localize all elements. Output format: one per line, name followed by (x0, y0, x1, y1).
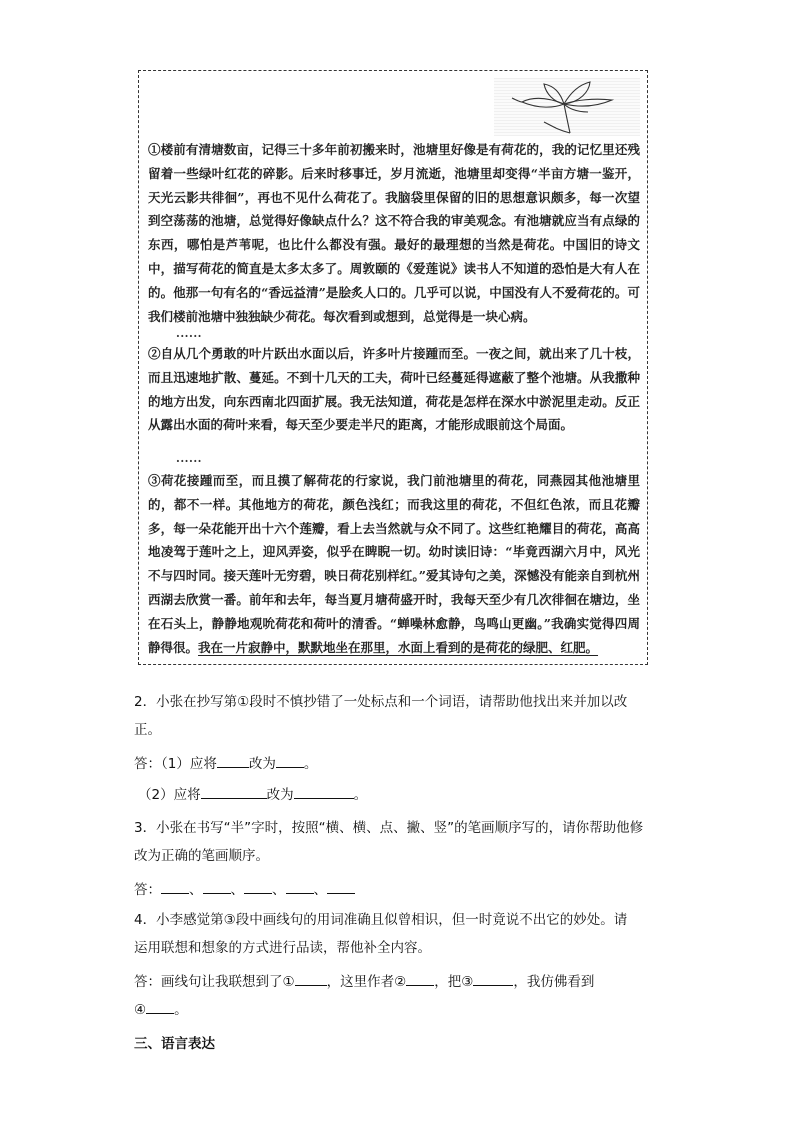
stroke-blank-3[interactable] (244, 879, 272, 894)
answer-prefix: （2）应将 (138, 787, 201, 803)
answer-blank-4[interactable] (146, 999, 174, 1014)
separator: 、 (313, 882, 327, 898)
answer-end: 。 (174, 1002, 188, 1018)
answer-blank-2[interactable] (406, 971, 434, 986)
answer-blank-3[interactable] (473, 971, 513, 986)
answer-connector: 改为 (266, 787, 294, 803)
stroke-blank-4[interactable] (286, 879, 314, 894)
passage-paragraph-1: ①楼前有清塘数亩，记得三十多年前初搬来时，池塘里好像是有荷花的，我的记忆里还残留着一些绿叶红花的碎影。后来时移事迁，岁月流逝，池塘里却变得“半亩方塘一鉴开，天光云影共徘徊”，再也不见什么荷花了。我脑袋里保留的旧的思想意识颇多，每一次望到空荡荡的池塘，总觉得好像缺点什么？这不符合我的审美观念。有池塘就应当有点绿的东西，哪怕是芦苇呢，也比什么都没有强。最好的最理想的当然是荷花。中国旧的诗文中，描写荷花的简直是太多太多了。周敦颐的《爱莲说》读书人不知道的恐怕是大有人在的。他那一句有名的“香远益清”是脍炙人口的。几乎可以说，中国没有人不爱荷花的。可我们楼前池塘中独独缺少荷花。每次看到或想到，总觉得是一块心病。 (148, 142, 640, 324)
question-3-line-2: 改为正确的笔画顺序。 (134, 848, 269, 864)
answer-end: 。 (303, 756, 318, 772)
question-4 (134, 906, 664, 962)
question-3 (134, 814, 664, 870)
separator: 、 (272, 882, 286, 898)
answer-connector: 改为 (248, 756, 276, 772)
answer-marker: ④ (134, 1002, 147, 1018)
separator: 、 (189, 882, 203, 898)
ellipsis-separator-2: ······ (176, 455, 202, 468)
lotus-icon (494, 78, 640, 136)
question-2-line-1: 2．小张在抄写第①段时不慎抄错了一处标点和一个词语，请帮助他找出来并加以改 (134, 694, 628, 710)
answer-blank[interactable] (294, 784, 354, 799)
question-3-answer (134, 876, 664, 904)
section-title: 三、语言表达 (134, 1036, 215, 1052)
answer-blank[interactable] (276, 753, 304, 768)
separator: 、 (230, 882, 244, 898)
answer-blank[interactable] (217, 753, 249, 768)
question-4-line-2: 运用联想和想象的方式进行品读，帮他补全内容。 (134, 940, 431, 956)
answer-blank[interactable] (201, 784, 267, 799)
lotus-illustration (494, 78, 640, 136)
question-2-line-2: 正。 (134, 722, 161, 738)
question-2 (134, 688, 664, 744)
answer-blank-1[interactable] (295, 971, 327, 986)
paragraph-3-text: ③荷花接踵而至，而且摸了解荷花的行家说，我门前池塘里的荷花，同燕园其他池塘里的，都不一样。其他地方的荷花，颜色浅红；而我这里的荷花，不但红色浓，而且花瓣多，每一朵花能开出十六个莲瓣，看上去当然就与众不同了。这些红艳耀目的荷花，高高地凌驾于莲叶之上，迎风弄姿，似乎在睥睨一切。幼时读旧诗：“毕竟西湖六月中，风光不与四时同。接天莲叶无穷碧，映日荷花别样红。”爱其诗句之美，深憾没有能亲自到杭州西湖去欣赏一番。前年和去年，每当夏月塘荷盛开时，我每天至少有几次徘徊在塘边，坐在石头上，静静地观吮荷花和荷叶的清香。“蝉噪林愈静，鸟鸣山更幽。”我确实觉得四周静得很。 (148, 473, 640, 655)
answer-connector: ，我仿佛看到 (513, 974, 595, 990)
stroke-blank-5[interactable] (327, 879, 355, 894)
underlined-sentence: 我在一片寂静中，默默地坐在那里，水面上看到的是荷花的绿肥、红肥。 (198, 639, 599, 655)
answer-connector: ，这里作者② (326, 974, 407, 990)
question-4-line-1: 4．小李感觉第③段中画线句的用词准确且似曾相识，但一时竟说不出它的妙处。请 (134, 912, 628, 928)
passage-paragraph-2: ②自从几个勇敢的叶片跃出水面以后，许多叶片接踵而至。一夜之间，就出来了几十枝，而且迅速地扩散、蔓延。不到十几天的工夫，荷叶已经蔓延得遮蔽了整个池塘。从我撒种的地方出发，向东西南北四面扩展。我无法知道，荷花是怎样在深水中淤泥里走动。反正从露出水面的荷叶来看，每天至少要走半尺的距离，才能形成眼前这个局面。 (148, 346, 640, 433)
ellipsis-separator-1: ······ (176, 330, 202, 343)
passage-paragraph-3 (148, 469, 640, 659)
answer-prefix: 答：画线句让我联想到了① (134, 974, 295, 990)
question-4-answer (134, 968, 664, 1024)
stroke-blank-1[interactable] (161, 879, 189, 894)
answer-prefix: 答： (134, 882, 161, 898)
stroke-blank-2[interactable] (203, 879, 231, 894)
answer-end: 。 (353, 787, 368, 803)
question-2-answer-2 (138, 781, 668, 809)
question-2-answer-1 (134, 750, 664, 778)
answer-connector: ，把③ (434, 974, 474, 990)
question-3-line-1: 3．小张在书写“半”字时，按照“横、横、点、撇、竖”的笔画顺序写的，请你帮助他修 (134, 820, 644, 836)
answer-prefix: 答：（1）应将 (134, 756, 217, 772)
